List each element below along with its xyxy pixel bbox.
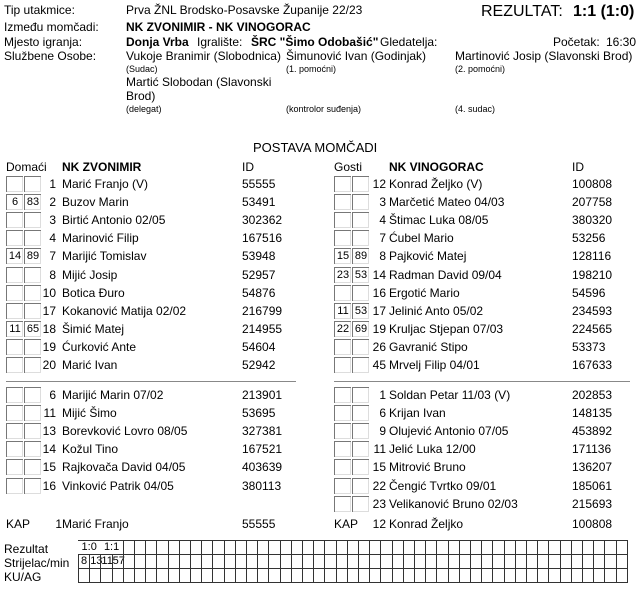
running-score: 1:1 xyxy=(100,541,122,554)
away-sub-sub-in-box xyxy=(334,405,351,421)
away-sub-player-id: 136207 xyxy=(572,460,613,475)
away-sub-sub-min-box xyxy=(352,496,369,512)
home-sub-player-id: 213901 xyxy=(242,388,283,402)
officials-label: Službene Osobe: xyxy=(4,49,97,63)
away-starter-player-name: Ćubel Mario xyxy=(389,231,454,246)
away-starter-shirt-number: 19 xyxy=(372,321,386,336)
between-label: Između momčadi: xyxy=(4,20,99,34)
home-sub-player-name: Mijić Šimo xyxy=(62,406,117,421)
away-sub-sub-in-box xyxy=(334,387,351,403)
away-starter-shirt-number: 7 xyxy=(379,231,386,246)
away-starter-player-id: 167633 xyxy=(572,358,613,372)
home-sub-player-id: 53695 xyxy=(242,406,276,421)
scorer-minute-cell: 11 xyxy=(101,555,113,567)
lineup-title: POSTAVA MOMČADI xyxy=(253,140,378,155)
home-starter-shirt-number: 17 xyxy=(42,303,56,318)
away-cap-id: 100808 xyxy=(572,517,613,531)
away-sub-sub-min-box xyxy=(352,387,369,403)
home-starter-sub-in-box xyxy=(6,339,23,355)
ar2-name: Martinović Josip (Slavonski Brod) xyxy=(455,49,633,63)
home-starter-player-name: Marić Franjo (V) xyxy=(62,177,149,191)
home-starter-player-id: 216799 xyxy=(242,303,283,318)
away-starter-sub-in-box: 11 xyxy=(334,303,351,319)
delegate-role: (delegat) xyxy=(126,104,162,114)
home-starter-player-id: 52942 xyxy=(242,358,276,372)
ar1-role: (1. pomoćni) xyxy=(286,64,337,74)
home-side-label: Domaći xyxy=(6,160,47,174)
away-starter-player-name: Ergotić Mario xyxy=(389,285,460,300)
scorer-minute-cell: 13 xyxy=(90,555,103,567)
referee-name: Vukoje Branimir (Slobodnica) xyxy=(126,49,281,63)
away-sub-player-name: Velikanović Bruno 02/03 xyxy=(389,496,518,511)
away-cap-number: 12 xyxy=(372,517,386,531)
away-sub-shirt-number: 11 xyxy=(373,442,386,457)
away-starter-shirt-number: 45 xyxy=(372,358,386,372)
away-starter-sub-in-box xyxy=(334,176,351,192)
scorer-row-label: Strijelac/min xyxy=(4,556,70,570)
fourth-official-role: (4. sudac) xyxy=(455,104,496,114)
home-starter-sub-min-box: 83 xyxy=(24,194,41,210)
away-sub-player-id: 202853 xyxy=(572,388,613,402)
home-starter-player-name: Kokanović Matija 02/02 xyxy=(62,303,187,318)
home-starter-shirt-number: 18 xyxy=(42,321,56,336)
home-starter-player-id: 53491 xyxy=(242,195,276,210)
away-sub-sub-in-box xyxy=(334,423,351,439)
away-starter-sub-min-box xyxy=(352,357,369,373)
home-starter-sub-in-box xyxy=(6,285,23,301)
home-id-header: ID xyxy=(242,160,254,174)
away-sub-player-name: Soldan Petar 11/03 (V) xyxy=(389,388,511,402)
home-sub-sub-in-box xyxy=(6,459,23,475)
home-starter-player-name: Mijić Josip xyxy=(62,267,118,282)
home-starter-player-name: Ćurković Ante xyxy=(62,339,137,354)
away-starter-sub-in-box xyxy=(334,357,351,373)
home-starter-sub-in-box xyxy=(6,176,23,192)
ar1-name: Šimunović Ivan (Godinjak) xyxy=(286,49,427,63)
away-starter-player-id: 54596 xyxy=(572,285,606,300)
home-sub-player-id: 380113 xyxy=(242,478,282,493)
away-starter-sub-min-box: 69 xyxy=(352,321,369,337)
scorer-minute-cell: 57 xyxy=(112,555,125,567)
match-type-label: Tip utakmice: xyxy=(4,3,75,17)
away-starter-shirt-number: 8 xyxy=(379,249,386,264)
away-sub-shirt-number: 22 xyxy=(372,478,386,493)
away-sub-player-id: 453892 xyxy=(572,424,613,439)
home-starter-shirt-number: 20 xyxy=(42,358,56,372)
away-cap-label: KAP xyxy=(334,517,359,531)
home-starter-sub-in-box xyxy=(6,267,23,283)
away-starter-player-name: Jelinić Anto 05/02 xyxy=(389,303,484,318)
away-side-label: Gosti xyxy=(334,160,363,174)
away-starter-sub-min-box xyxy=(352,285,369,301)
away-starter-player-name: Pajković Matej xyxy=(389,249,467,264)
home-sub-shirt-number: 13 xyxy=(42,424,56,439)
away-starter-player-name: Gavranić Stipo xyxy=(389,339,468,354)
result-label: REZULTAT: xyxy=(481,3,563,20)
home-sub-player-name: Kožul Tino xyxy=(62,442,119,457)
home-starter-shirt-number: 1 xyxy=(49,177,56,191)
home-starter-player-name: Marinović Filip xyxy=(62,231,139,246)
away-team-name: NK VINOGORAC xyxy=(389,160,484,174)
ground-value: ŠRC "Šimo Odobašić" xyxy=(251,35,379,49)
home-sub-player-id: 327381 xyxy=(242,424,283,439)
away-starter-sub-min-box xyxy=(352,194,369,210)
home-starter-player-id: 53948 xyxy=(242,249,276,264)
home-starter-shirt-number: 7 xyxy=(49,249,56,264)
home-starter-player-id: 54604 xyxy=(242,339,276,354)
away-starter-player-id: 100808 xyxy=(572,177,613,191)
home-sub-shirt-number: 15 xyxy=(42,460,56,475)
away-sub-player-name: Krijan Ivan xyxy=(389,406,446,421)
control-role: (kontrolor suđenja) xyxy=(286,104,362,114)
away-starter-player-id: 53373 xyxy=(572,339,606,354)
home-starter-sub-in-box xyxy=(6,357,23,373)
away-sub-sub-min-box xyxy=(352,459,369,475)
away-starter-sub-in-box xyxy=(334,230,351,246)
away-starter-shirt-number: 4 xyxy=(379,213,386,228)
away-starter-sub-in-box: 15 xyxy=(334,248,351,264)
home-sub-shirt-number: 6 xyxy=(49,388,56,402)
away-starter-sub-in-box: 22 xyxy=(334,321,351,337)
away-sub-player-name: Čengić Tvrtko 09/01 xyxy=(389,478,497,493)
away-starter-sub-min-box xyxy=(352,176,369,192)
teams-value: NK ZVONIMIR - NK VINOGORAC xyxy=(126,20,311,34)
match-type-value: Prva ŽNL Brodsko-Posavske Županije 22/23 xyxy=(126,3,363,17)
away-sub-player-name: Jelić Luka 12/00 xyxy=(389,442,476,457)
away-sub-player-id: 215693 xyxy=(572,496,613,511)
away-id-header: ID xyxy=(572,160,584,174)
home-starter-player-id: 167516 xyxy=(242,231,283,246)
away-sub-sub-in-box xyxy=(334,496,351,512)
home-starter-player-id: 52957 xyxy=(242,267,276,282)
home-sub-sub-in-box xyxy=(6,478,23,494)
scorer-cell xyxy=(616,554,628,569)
away-starter-shirt-number: 12 xyxy=(372,177,386,191)
away-starter-player-id: 380320 xyxy=(572,213,613,228)
away-starter-sub-min-box: 53 xyxy=(352,267,369,283)
home-team-name: NK ZVONIMIR xyxy=(62,160,142,174)
delegate-name-line2: Brod) xyxy=(126,89,156,103)
away-sub-shirt-number: 23 xyxy=(372,496,386,511)
away-starter-shirt-number: 14 xyxy=(372,267,386,282)
away-sub-sub-min-box xyxy=(352,423,369,439)
home-starter-player-id: 302362 xyxy=(242,213,283,228)
home-starter-sub-in-box xyxy=(6,303,23,319)
away-starter-player-name: Štimac Luka 08/05 xyxy=(389,213,489,228)
home-starter-sub-in-box xyxy=(6,230,23,246)
home-starter-sub-in-box: 6 xyxy=(6,194,23,210)
away-sub-sub-in-box xyxy=(334,459,351,475)
away-starter-shirt-number: 3 xyxy=(379,195,386,210)
home-starter-sub-in-box: 14 xyxy=(6,248,23,264)
home-cap-number: 1 xyxy=(55,517,62,531)
away-divider xyxy=(334,381,630,382)
away-starter-player-id: 224565 xyxy=(572,321,613,336)
home-sub-sub-in-box xyxy=(6,441,23,457)
away-sub-sub-min-box xyxy=(352,405,369,421)
home-sub-player-name: Borevković Lovro 08/05 xyxy=(62,424,188,439)
away-starter-sub-in-box xyxy=(334,339,351,355)
away-starter-player-id: 198210 xyxy=(572,267,613,282)
home-sub-player-id: 403639 xyxy=(242,460,283,475)
home-sub-shirt-number: 14 xyxy=(42,442,56,457)
home-starter-player-id: 54876 xyxy=(242,285,276,300)
home-sub-sub-in-box xyxy=(6,405,23,421)
home-sub-player-id: 167521 xyxy=(242,442,283,457)
home-starter-player-name: Buzov Marin xyxy=(62,195,129,210)
home-sub-shirt-number: 16 xyxy=(42,478,56,493)
home-starter-player-id: 214955 xyxy=(242,321,283,336)
home-sub-player-name: Vinković Patrik 04/05 xyxy=(62,478,174,493)
result-value: 1:1 (1:0) xyxy=(573,3,635,20)
away-sub-sub-in-box xyxy=(334,441,351,457)
away-starter-shirt-number: 26 xyxy=(372,339,386,354)
home-sub-shirt-number: 11 xyxy=(43,406,56,421)
venue-label: Mjesto igranja: xyxy=(4,35,83,49)
away-starter-player-id: 207758 xyxy=(572,195,613,210)
away-starter-sub-in-box xyxy=(334,285,351,301)
home-starter-shirt-number: 3 xyxy=(49,213,56,228)
home-cap-label: KAP xyxy=(6,517,31,531)
away-sub-shirt-number: 15 xyxy=(372,460,386,475)
home-starter-shirt-number: 2 xyxy=(49,195,56,210)
kickoff-value: 16:30 xyxy=(606,35,637,49)
delegate-name-line1: Martić Slobodan (Slavonski xyxy=(126,75,272,89)
home-cap-name: Marić Franjo xyxy=(62,517,129,531)
home-starter-player-name: Šimić Matej xyxy=(62,321,125,336)
home-sub-sub-in-box xyxy=(6,387,23,403)
home-starter-sub-min-box: 65 xyxy=(24,321,41,337)
home-starter-player-name: Marijić Tomislav xyxy=(62,249,147,264)
away-starter-sub-min-box: 53 xyxy=(352,303,369,319)
away-sub-sub-min-box xyxy=(352,441,369,457)
home-starter-sub-in-box xyxy=(6,212,23,228)
away-starter-sub-in-box xyxy=(334,194,351,210)
home-starter-shirt-number: 10 xyxy=(42,285,56,300)
away-starter-sub-min-box xyxy=(352,339,369,355)
ar2-role: (2. pomoćni) xyxy=(455,64,506,74)
referee-role: (Sudac) xyxy=(126,64,158,74)
away-starter-sub-in-box xyxy=(334,212,351,228)
home-starter-shirt-number: 4 xyxy=(49,231,56,246)
home-sub-sub-in-box xyxy=(6,423,23,439)
away-starter-player-name: Radman David 09/04 xyxy=(389,267,502,282)
ground-label: Igralište: xyxy=(197,35,243,49)
away-sub-player-name: Olujević Antonio 07/05 xyxy=(389,424,509,439)
result-cell xyxy=(616,540,628,555)
away-sub-shirt-number: 1 xyxy=(379,388,386,402)
away-starter-sub-min-box xyxy=(352,230,369,246)
venue-city: Donja Vrba xyxy=(126,35,189,49)
away-starter-shirt-number: 17 xyxy=(372,303,386,318)
away-sub-shirt-number: 9 xyxy=(379,424,386,439)
scorer-minute-cell: 8 xyxy=(78,554,90,569)
kuag-row-label: KU/AG xyxy=(4,570,42,584)
home-starter-sub-in-box: 11 xyxy=(6,321,23,337)
home-starter-player-id: 55555 xyxy=(242,177,276,191)
away-starter-player-name: Mrvelj Filip 04/01 xyxy=(389,358,480,372)
away-sub-player-id: 171136 xyxy=(572,442,612,457)
away-sub-player-name: Mitrović Bruno xyxy=(389,460,466,475)
away-sub-shirt-number: 6 xyxy=(379,406,386,421)
away-starter-player-name: Konrad Željko (V) xyxy=(389,177,483,191)
kuag-cell xyxy=(616,568,628,583)
away-starter-player-name: Marčetić Mateo 04/03 xyxy=(389,195,505,210)
home-divider xyxy=(6,381,296,382)
away-sub-sub-in-box xyxy=(334,478,351,494)
away-starter-sub-in-box: 23 xyxy=(334,267,351,283)
result-row-label: Rezultat xyxy=(4,542,49,556)
home-starter-player-name: Marić Ivan xyxy=(62,358,118,372)
away-starter-player-id: 53256 xyxy=(572,231,606,246)
home-starter-player-name: Botica Đuro xyxy=(62,285,125,300)
away-starter-player-id: 128116 xyxy=(572,249,612,264)
home-starter-player-name: Birtić Antonio 02/05 xyxy=(62,213,166,228)
kickoff-label: Početak: xyxy=(553,35,600,49)
home-starter-sub-min-box: 89 xyxy=(24,248,41,264)
home-sub-player-name: Rajkovača David 04/05 xyxy=(62,460,186,475)
away-starter-shirt-number: 16 xyxy=(372,285,386,300)
spectators-label: Gledatelja: xyxy=(380,35,438,49)
home-cap-id: 55555 xyxy=(242,517,276,531)
home-sub-player-name: Marijić Marin 07/02 xyxy=(62,388,164,402)
home-starter-shirt-number: 19 xyxy=(42,339,56,354)
away-starter-sub-min-box xyxy=(352,212,369,228)
home-starter-shirt-number: 8 xyxy=(49,267,56,282)
away-sub-player-id: 185061 xyxy=(572,478,613,493)
away-starter-sub-min-box: 89 xyxy=(352,248,369,264)
running-score: 1:0 xyxy=(78,541,100,554)
away-starter-player-id: 234593 xyxy=(572,303,613,318)
away-starter-player-name: Kruljac Stjepan 07/03 xyxy=(389,321,504,336)
away-sub-player-id: 148135 xyxy=(572,406,613,421)
away-cap-name: Konrad Željko xyxy=(389,517,464,531)
away-sub-sub-min-box xyxy=(352,478,369,494)
